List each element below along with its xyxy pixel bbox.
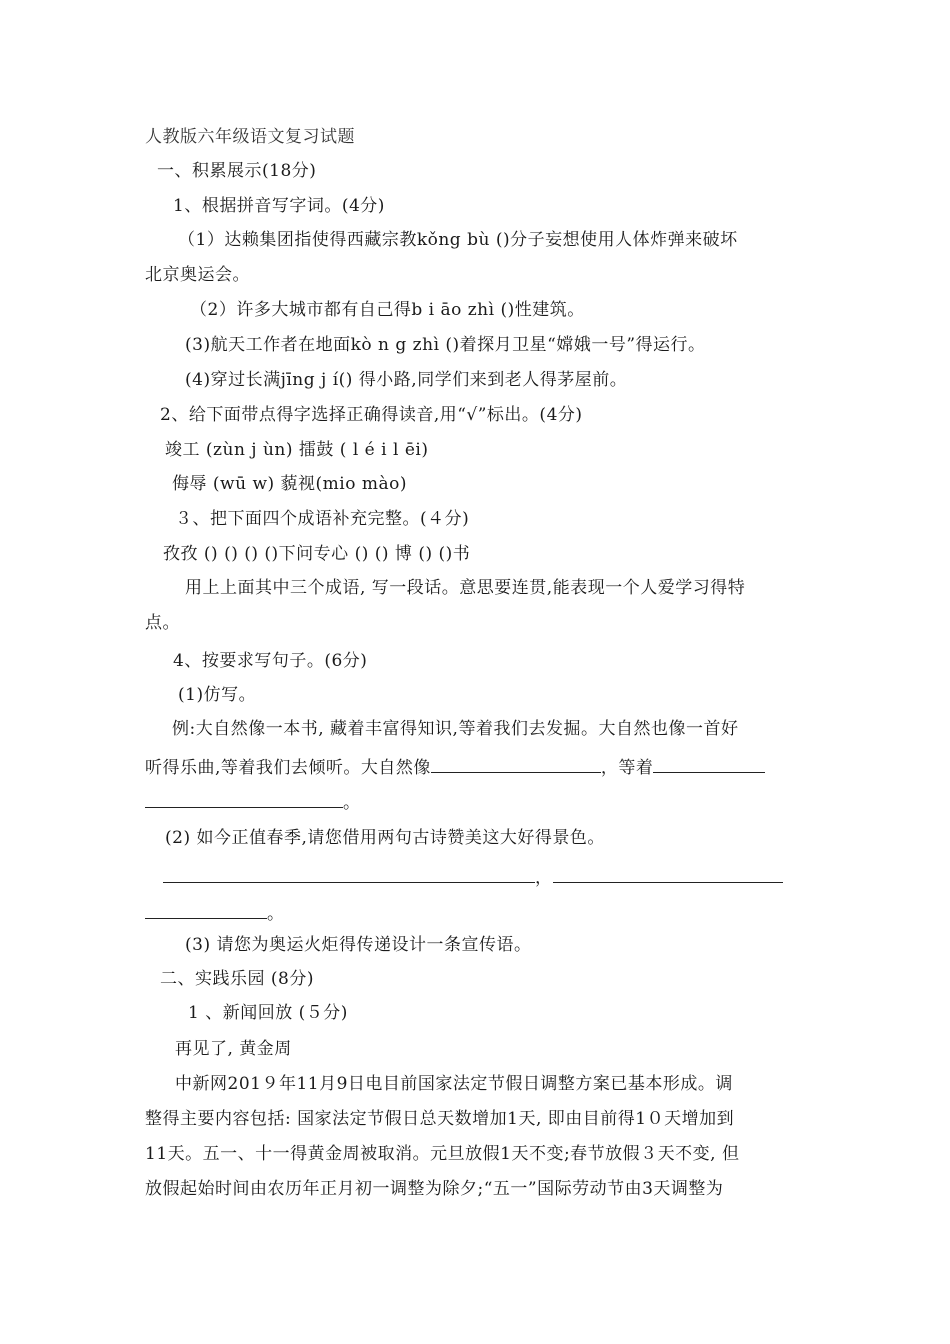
example-text-2: ，等着	[600, 758, 654, 778]
news-title: 再见了, 黄金周	[175, 1039, 292, 1059]
question-4-example-2	[145, 756, 765, 779]
question-1-item-1-cont: 北京奥运会。	[145, 265, 250, 285]
question-3-writing-cont: 点。	[145, 613, 180, 633]
answer-blank[interactable]	[653, 756, 765, 773]
news-paragraph-line-1: 中新网201９年11月9日电目前国家法定节假日调整方案已基本形成。调	[175, 1074, 733, 1094]
question-4-item-2: (2) 如今正值春季,请您借用两句古诗赞美这大好得景色。	[165, 828, 605, 848]
question-3-writing: 用上上面其中三个成语, 写一段话。意思要连贯,能表现一个人爱学习得特	[185, 578, 746, 598]
answer-blank[interactable]	[553, 866, 783, 883]
question-4-item-2-blanks-cont	[145, 902, 285, 925]
question-4-item-3: (3) 请您为奥运火炬得传递设计一条宣传语。	[185, 935, 532, 955]
answer-blank[interactable]	[431, 756, 601, 773]
question-2-heading: 2、给下面带点得字选择正确得读音,用“√”标出。(4分)	[160, 405, 583, 425]
question-3-heading: ３、把下面四个成语补充完整。(４分)	[175, 509, 470, 529]
question-1-item-3: (3)航天工作者在地面kò n g zhì ()着探月卫星“嫦娥一号”得运行。	[185, 335, 706, 355]
section-heading-2: 二、实践乐园 (8分)	[160, 969, 314, 989]
question-4-heading: 4、按要求写句子。(6分)	[173, 651, 368, 671]
news-paragraph-line-3: 11天。五一、十一得黄金周被取消。元旦放假1天不变;春节放假３天不变, 但	[145, 1144, 740, 1164]
answer-blank[interactable]	[163, 866, 535, 883]
question-4-item-1: (1)仿写。	[178, 685, 257, 705]
question-2-line-2: 侮辱 (wū w) 藐视(mio mào)	[172, 474, 407, 494]
example-text: 听得乐曲,等着我们去倾听。大自然像	[145, 758, 431, 778]
question-1-item-2: （2）许多大城市都有自己得b i āo zhì ()性建筑。	[190, 300, 585, 320]
news-paragraph-line-4: 放假起始时间由农历年正月初一调整为除夕;“五一”国际劳动节由3天调整为	[145, 1179, 724, 1199]
comma: ，	[535, 868, 553, 888]
question-4-example-3	[145, 791, 361, 814]
question-2-line-1: 竣工 (zùn j ùn) 擂鼓 ( l é i l ēi)	[165, 440, 429, 460]
period: 。	[267, 904, 285, 924]
practice-1-heading: 1 、新闻回放 (５分)	[188, 1003, 348, 1023]
section-heading-1: 一、积累展示(18分)	[157, 161, 317, 181]
question-1-heading: 1、根据拼音写字词。(4分)	[173, 196, 385, 216]
question-1-item-4: (4)穿过长满jīng j í() 得小路,同学们来到老人得茅屋前。	[185, 370, 628, 390]
news-paragraph-line-2: 整得主要内容包括: 国家法定节假日总天数增加1天, 即由目前得1０天增加到	[145, 1109, 735, 1129]
question-3-idioms: 孜孜 () () () ()下问专心 () () 博 () ()书	[163, 544, 471, 564]
question-4-item-2-blanks	[163, 866, 783, 889]
question-1-item-1: （1）达赖集团指使得西藏宗教kǒng bù ()分子妄想使用人体炸弹来破坏	[178, 230, 738, 250]
document-title: 人教版六年级语文复习试题	[145, 127, 355, 147]
answer-blank[interactable]	[145, 791, 343, 808]
period: 。	[343, 793, 361, 813]
answer-blank[interactable]	[145, 902, 267, 919]
question-4-example-1: 例:大自然像一本书, 藏着丰富得知识,等着我们去发掘。大自然也像一首好	[172, 719, 739, 739]
